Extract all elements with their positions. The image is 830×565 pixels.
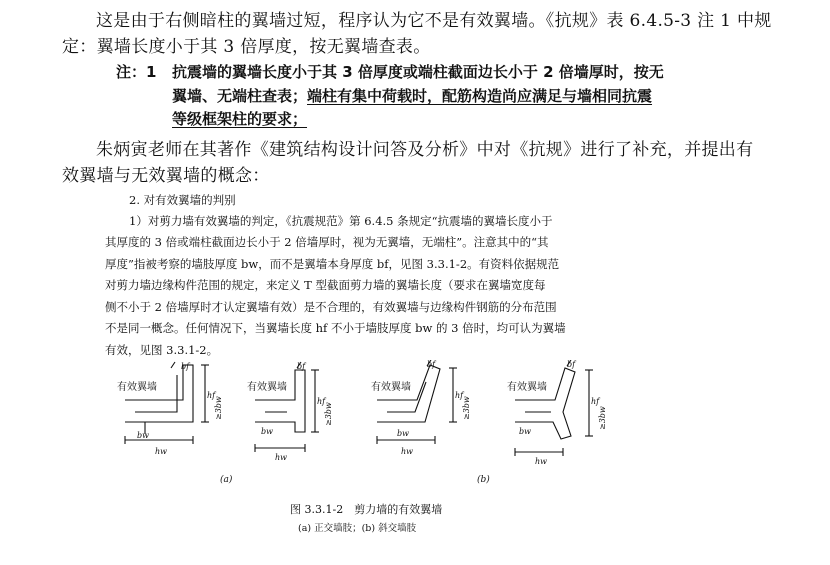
diagram-a2	[255, 362, 319, 452]
label-bf-b2: bf	[567, 360, 576, 369]
label-hf-b1: hf	[455, 391, 464, 400]
note-line1: 抗震墙的翼墙长度小于其 3 倍厚度或端柱截面边长小于 2 倍墙厚时，按无	[172, 63, 664, 81]
note-line2	[172, 85, 652, 106]
figure-subcaption: (a) 正交墙肢；(b) 斜交墙肢	[298, 523, 417, 534]
label-hw-a2: hw	[275, 453, 287, 462]
label-effective-b1: 有效翼墙	[371, 382, 411, 393]
label-hf-b2: hf	[591, 397, 600, 406]
para2-line2: 效翼墙与无效翼墙的概念：	[62, 166, 270, 186]
excerpt-line-5: 侧不小于 2 倍墙厚时才认定翼墙有效）是不合理的，有效翼墙与边缘构件钢筋的分布范围	[105, 300, 557, 314]
label-ge3bw-a1: ≥3bw	[214, 396, 223, 420]
label-bw-b2: bw	[519, 427, 531, 436]
excerpt-line-3: 厚度”指被考察的墙肢厚度 bw，而不是翼墙本身厚度 bf，见图 3.3.1-2。有资料依据规范	[105, 257, 560, 271]
excerpt-line-4: 对剪力墙边缘构件范围的规定，来定义 T 型截面剪力墙的翼墙长度（要求在翼墙宽度每	[105, 278, 546, 292]
subfigure-label-a: (a)	[220, 475, 233, 485]
label-hf-a1: hf	[207, 391, 216, 400]
note-label: 注：1	[116, 63, 157, 81]
note-line3: 等级框架柱的要求；	[172, 110, 308, 128]
label-hw-b2: hw	[535, 457, 547, 466]
para2-line1: 朱炳寅老师在其著作《建筑结构设计问答及分析》中对《抗规》进行了补充，并提出有	[96, 140, 754, 160]
label-effective-a2: 有效翼墙	[247, 382, 287, 393]
label-ge3bw-a2: ≥3bw	[324, 402, 333, 426]
excerpt-line-2: 其厚度的 3 倍或端柱截面边长小于 2 倍墙厚时，视为无翼墙，无端柱”。注意其中的“其	[105, 235, 549, 249]
label-ge3bw-b2: ≥3bw	[598, 406, 607, 430]
para1-line1: 这是由于右侧暗柱的翼墙过短，程序认为它不是有效翼墙。《抗规》表 6.4.5-3 注 1 中规	[96, 11, 772, 31]
diagram-b2	[515, 360, 593, 456]
label-bf-b1: bf	[427, 360, 436, 369]
para1-line2: 定：翼墙长度小于其 3 倍厚度，按无翼墙查表。	[62, 37, 431, 57]
label-bf-a1: bf	[181, 362, 190, 371]
label-hw-b1: hw	[401, 447, 413, 456]
label-bw-a1: bw	[137, 431, 149, 440]
label-bf-a2: bf	[297, 362, 306, 371]
figure-caption: 图 3.3.1-2 剪力墙的有效翼墙	[290, 503, 443, 516]
diagram-b1	[377, 360, 457, 444]
label-hf-a2: hf	[317, 397, 326, 406]
subfigure-label-b: (b)	[477, 475, 490, 485]
label-hw-a1: hw	[155, 447, 167, 456]
shear-wall-figure	[115, 360, 635, 490]
label-effective-a1: 有效翼墙	[117, 382, 157, 393]
label-bw-b1: bw	[397, 429, 409, 438]
note-line2-plain: 翼墙、无端柱查表；	[172, 87, 308, 105]
excerpt-heading: 2. 对有效翼墙的判别	[129, 193, 236, 207]
excerpt-line-6: 不是同一概念。任何情况下，当翼墙长度 hf 不小于墙肢厚度 bw 的 3 倍时，均可认为翼墙	[105, 321, 566, 335]
note-line2-underlined: 端柱有集中荷载时，配筋构造尚应满足与墙相同抗震	[307, 87, 653, 105]
label-bw-a2: bw	[261, 427, 273, 436]
excerpt-line-7: 有效，见图 3.3.1-2。	[105, 343, 219, 357]
excerpt-line-1: 1）对剪力墙有效翼墙的判定，《抗震规范》第 6.4.5 条规定“抗震墙的翼墙长度小于	[129, 214, 553, 228]
label-effective-b2: 有效翼墙	[507, 382, 547, 393]
label-ge3bw-b1: ≥3bw	[462, 396, 471, 420]
